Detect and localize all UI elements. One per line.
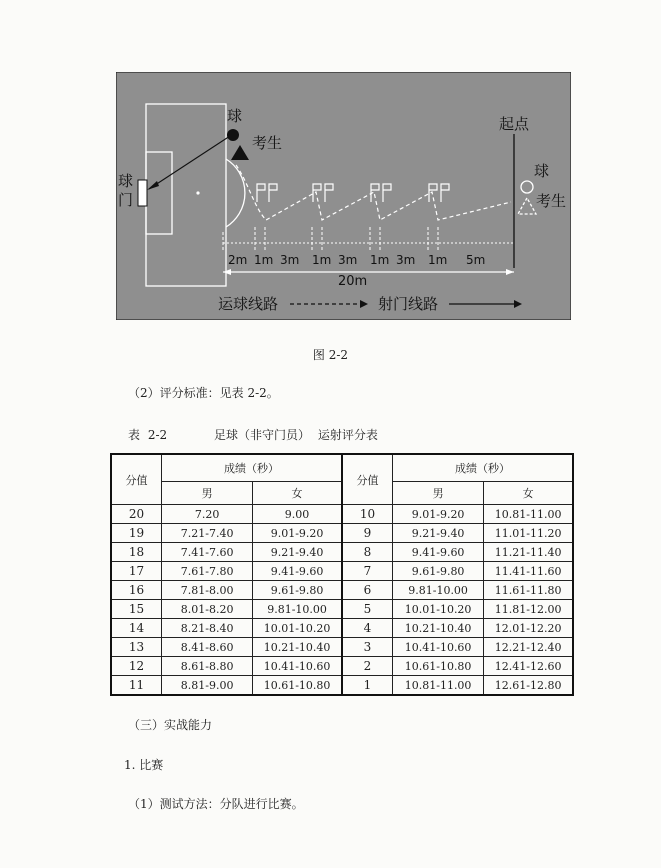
header-score: 分值 [111,454,162,505]
table-row [111,657,573,676]
goal-label-line2: 门 [118,191,134,209]
male-result-cell: 10.61-10.80 [392,657,483,676]
table-row [111,676,573,696]
female-result-cell: 11.41-11.60 [484,562,573,581]
female-result-cell: 12.41-12.60 [484,657,573,676]
header-female: 女 [253,482,342,505]
female-result-cell: 9.00 [253,505,342,524]
male-result-cell: 7.21-7.40 [162,524,253,543]
male-result-cell: 8.01-8.20 [162,600,253,619]
field-svg [116,72,571,320]
examinee-label: 考生 [252,134,283,152]
score-cell: 5 [342,600,393,619]
score-cell: 14 [111,619,162,638]
female-result-cell: 10.01-10.20 [253,619,342,638]
male-result-cell: 10.41-10.60 [392,638,483,657]
header-male: 男 [392,482,483,505]
dribble-shoot-diagram [116,72,571,320]
female-result-cell: 12.21-12.40 [484,638,573,657]
ball-label: 球 [227,107,243,125]
score-cell: 6 [342,581,393,600]
header-result: 成绩（秒） [392,454,573,482]
male-result-cell: 8.21-8.40 [162,619,253,638]
score-cell: 19 [111,524,162,543]
table-row [111,619,573,638]
female-result-cell: 11.01-11.20 [484,524,573,543]
score-cell: 20 [111,505,162,524]
female-result-cell: 9.21-9.40 [253,543,342,562]
legend-shoot-label: 射门线路 [378,295,439,313]
score-cell: 4 [342,619,393,638]
male-result-cell: 7.81-8.00 [162,581,253,600]
distance-label-4: 1m [312,253,332,267]
start-label: 起点 [499,115,530,133]
start-ball-label: 球 [534,162,550,180]
table-row [111,562,573,581]
male-result-cell: 7.41-7.60 [162,543,253,562]
female-result-cell: 10.81-11.00 [484,505,573,524]
distance-label-7: 3m [396,253,416,267]
male-result-cell: 9.61-9.80 [392,562,483,581]
score-cell: 12 [111,657,162,676]
table-row [111,524,573,543]
female-result-cell: 9.61-9.80 [253,581,342,600]
female-result-cell: 12.61-12.80 [484,676,573,696]
table-row [111,543,573,562]
table-row [111,600,573,619]
method-text: （1）测试方法：分队进行比赛。 [128,797,304,811]
male-result-cell: 9.41-9.60 [392,543,483,562]
distance-label-5: 3m [338,253,358,267]
goal [138,180,147,206]
table-row [111,638,573,657]
distance-label-6: 1m [370,253,390,267]
male-result-cell: 9.01-9.20 [392,505,483,524]
distance-label-2: 1m [254,253,274,267]
distance-labels [228,253,485,267]
score-cell: 13 [111,638,162,657]
female-result-cell: 9.41-9.60 [253,562,342,581]
table-title [128,426,378,443]
score-cell: 8 [342,543,393,562]
legend-dribble-label: 运球线路 [218,295,279,313]
score-cell: 9 [342,524,393,543]
male-result-cell: 7.61-7.80 [162,562,253,581]
penalty-spot [196,191,199,194]
score-table [110,453,574,696]
female-result-cell: 11.21-11.40 [484,543,573,562]
score-cell: 16 [111,581,162,600]
total-distance-label: 20m [338,274,368,289]
section-heading: （三）实战能力 [128,718,213,732]
score-cell: 2 [342,657,393,676]
table-row [111,581,573,600]
goal-label-line1: 球 [118,172,134,190]
score-cell: 18 [111,543,162,562]
male-result-cell: 10.21-10.40 [392,619,483,638]
female-result-cell: 10.21-10.40 [253,638,342,657]
distance-label-8: 1m [428,253,448,267]
header-male: 男 [162,482,253,505]
distance-label-9: 5m [466,253,486,267]
distance-label-1: 2m [228,253,248,267]
distance-label-3: 3m [280,253,300,267]
female-result-cell: 11.61-11.80 [484,581,573,600]
male-result-cell: 8.81-9.00 [162,676,253,696]
female-result-cell: 9.01-9.20 [253,524,342,543]
female-result-cell: 10.41-10.60 [253,657,342,676]
table-name: 足球（非守门员） 运射评分表 [214,428,378,442]
female-result-cell: 9.81-10.00 [253,600,342,619]
header-female: 女 [484,482,573,505]
male-result-cell: 9.21-9.40 [392,524,483,543]
female-result-cell: 10.61-10.80 [253,676,342,696]
table-number: 表 2-2 [128,428,168,442]
male-result-cell: 10.81-11.00 [392,676,483,696]
male-result-cell: 8.41-8.60 [162,638,253,657]
male-result-cell: 7.20 [162,505,253,524]
table-body [111,505,573,696]
score-cell: 11 [111,676,162,696]
female-result-cell: 12.01-12.20 [484,619,573,638]
start-examinee-label: 考生 [536,192,567,210]
ball-black-icon [227,129,239,141]
scoring-text: （2）评分标准：见表 2-2。 [128,386,279,400]
header-score: 分值 [342,454,393,505]
male-result-cell: 9.81-10.00 [392,581,483,600]
score-cell: 3 [342,638,393,657]
item-heading: 1. 比赛 [124,758,164,772]
table-row [111,505,573,524]
score-cell: 7 [342,562,393,581]
table-header-row [111,454,573,482]
figure-caption: 图 2-2 [312,348,349,362]
score-cell: 1 [342,676,393,696]
score-cell: 15 [111,600,162,619]
score-cell: 17 [111,562,162,581]
male-result-cell: 8.61-8.80 [162,657,253,676]
female-result-cell: 11.81-12.00 [484,600,573,619]
score-cell: 10 [342,505,393,524]
male-result-cell: 10.01-10.20 [392,600,483,619]
header-result: 成绩（秒） [162,454,342,482]
